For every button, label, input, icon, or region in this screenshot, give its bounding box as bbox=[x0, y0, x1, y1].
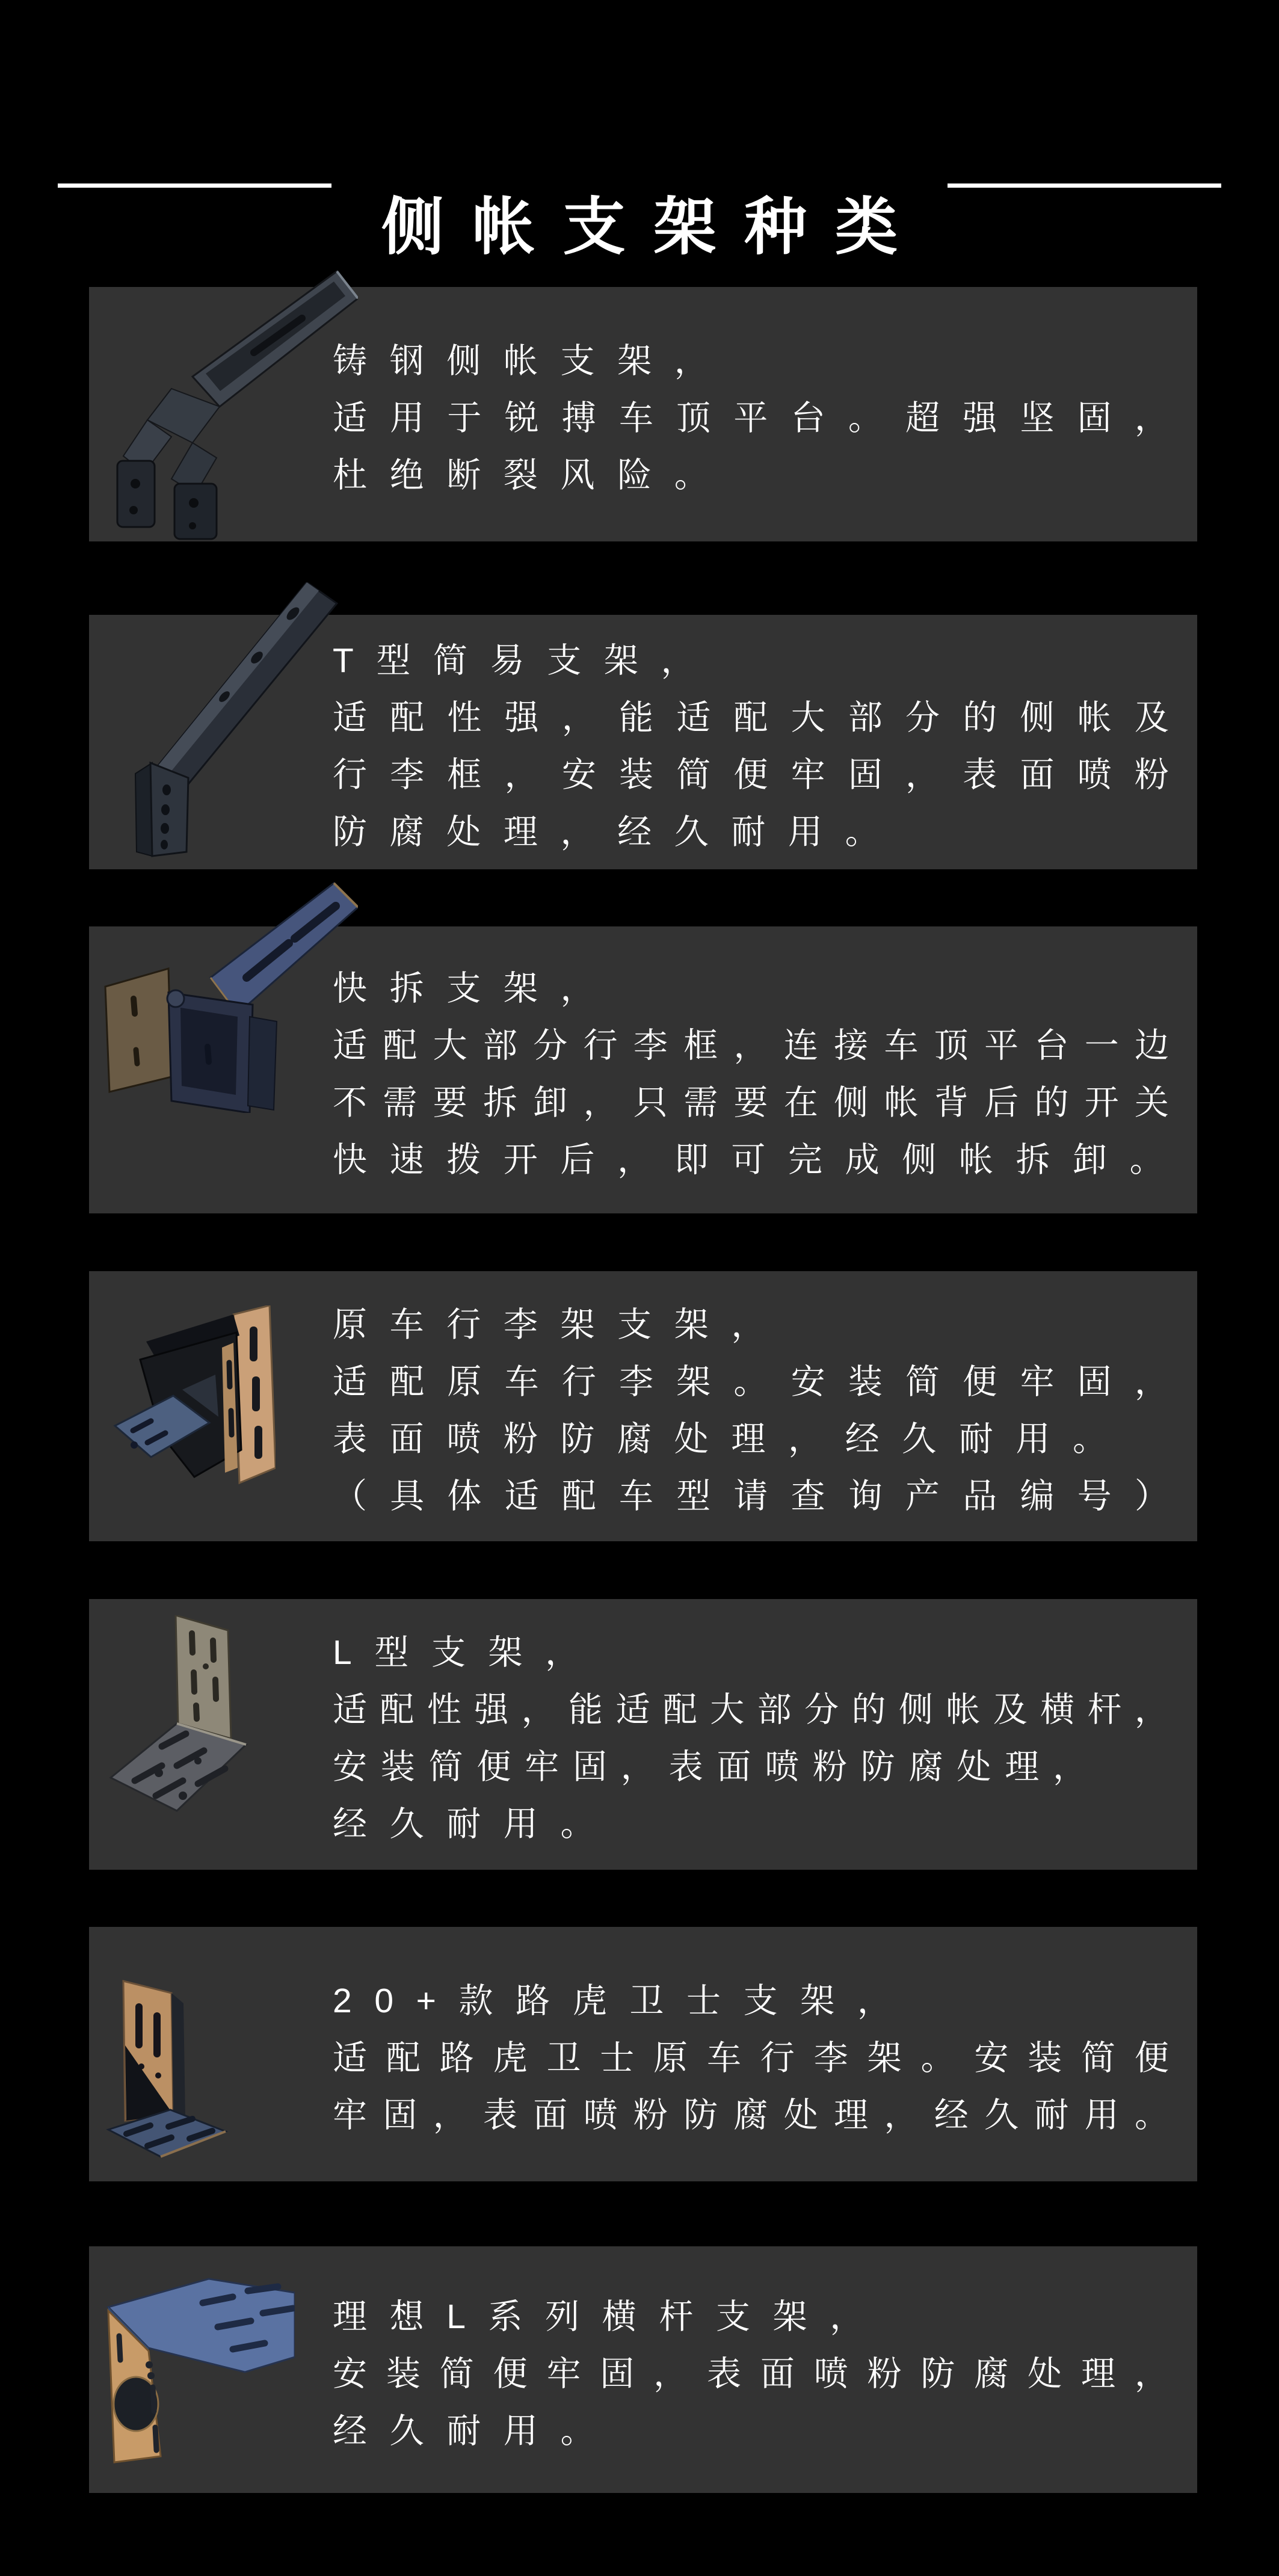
bracket-description-line: 杜绝断裂风险。 bbox=[333, 456, 732, 495]
quick-release-bracket-image bbox=[96, 878, 358, 1113]
cast-steel-bracket-image bbox=[102, 262, 358, 540]
bracket-description-line: 快速拨开后，即可完成侧帐拆卸。 bbox=[333, 1140, 1187, 1179]
bracket-description-line: 行 李 框 ， 安 装 简 便 牢 固 ， 表 面 喷 粉 bbox=[333, 755, 1169, 794]
bracket-description-line: 安 装 简 便 牢 固 ， 表 面 喷 粉 防 腐 处 理 ， bbox=[333, 2354, 1169, 2393]
bracket-description-line: 适 配 性 强 ， 能 适 配 大 部 分 的 侧 帐 及 横 杆 ， bbox=[333, 1690, 1169, 1729]
bracket-description-line: 不 需 要 拆 卸 ， 只 需 要 在 侧 帐 背 后 的 开 关 bbox=[333, 1083, 1169, 1122]
bracket-description-line: 表面喷粉防腐处理，经久耐用。 bbox=[333, 1419, 1130, 1458]
t-type-bracket-image bbox=[99, 582, 352, 859]
title-rule-right bbox=[948, 183, 1221, 188]
defender-20plus-bracket-image bbox=[105, 1976, 229, 2184]
lixiang-l-series-bracket-text bbox=[333, 2246, 1169, 2493]
bracket-name: 铸钢侧帐支架， bbox=[333, 342, 732, 380]
bracket-name: 快拆支架， bbox=[333, 969, 618, 1008]
section-defender-20plus-bracket bbox=[89, 1927, 1197, 2181]
bracket-description-line: （ 具 体 适 配 车 型 请 查 询 产 品 编 号 ） bbox=[333, 1476, 1169, 1515]
bracket-description-line: 适 配 性 强 ， 能 适 配 大 部 分 的 侧 帐 及 bbox=[333, 698, 1169, 737]
lixiang-l-series-bracket-image bbox=[103, 2276, 295, 2479]
bracket-description-line: 适 配 大 部 分 行 李 框 ， 连 接 车 顶 平 台 一 边 bbox=[333, 1026, 1169, 1065]
bracket-description-line: 经久耐用。 bbox=[333, 1805, 618, 1843]
bracket-name: L型支架， bbox=[333, 1633, 602, 1672]
bracket-description-line: 适 配 原 车 行 李 架 。 安 装 简 便 牢 固 ， bbox=[333, 1362, 1169, 1401]
section-l-type-bracket bbox=[89, 1599, 1197, 1870]
bracket-description-line: 安装简便牢固，表面喷粉防腐处理， bbox=[333, 1748, 1101, 1786]
page-title: 侧帐支架种类 bbox=[381, 192, 926, 262]
bracket-name: 20+款路虎卫士支架， bbox=[333, 1982, 914, 2020]
bracket-description-line: 防腐处理，经久耐用。 bbox=[333, 812, 902, 851]
bracket-name: 原车行李架支架， bbox=[333, 1305, 788, 1344]
bracket-name: 理想L系列横杆支架， bbox=[333, 2297, 887, 2336]
bracket-description-line: 经久耐用。 bbox=[333, 2411, 618, 2450]
quick-release-bracket-text bbox=[333, 926, 1187, 1213]
l-type-bracket-text bbox=[333, 1599, 1169, 1870]
defender-20plus-bracket-text bbox=[333, 1927, 1169, 2181]
bracket-description-line: 适 用 于 锐 搏 车 顶 平 台 。 超 强 坚 固 ， bbox=[333, 399, 1169, 437]
bracket-name: T型简易支架， bbox=[333, 641, 718, 680]
oem-rack-bracket-text bbox=[333, 1271, 1169, 1541]
t-type-bracket-text bbox=[333, 615, 1169, 869]
bracket-description-line: 适 配 路 虎 卫 士 原 车 行 李 架 。 安 装 简 便 bbox=[333, 2039, 1169, 2077]
cast-steel-bracket-text bbox=[333, 287, 1169, 541]
l-type-bracket-image bbox=[105, 1615, 253, 1826]
oem-rack-bracket-image bbox=[104, 1305, 276, 1501]
bracket-description-line: 牢 固 ， 表 面 喷 粉 防 腐 处 理 ， 经 久 耐 用 。 bbox=[333, 2096, 1169, 2134]
